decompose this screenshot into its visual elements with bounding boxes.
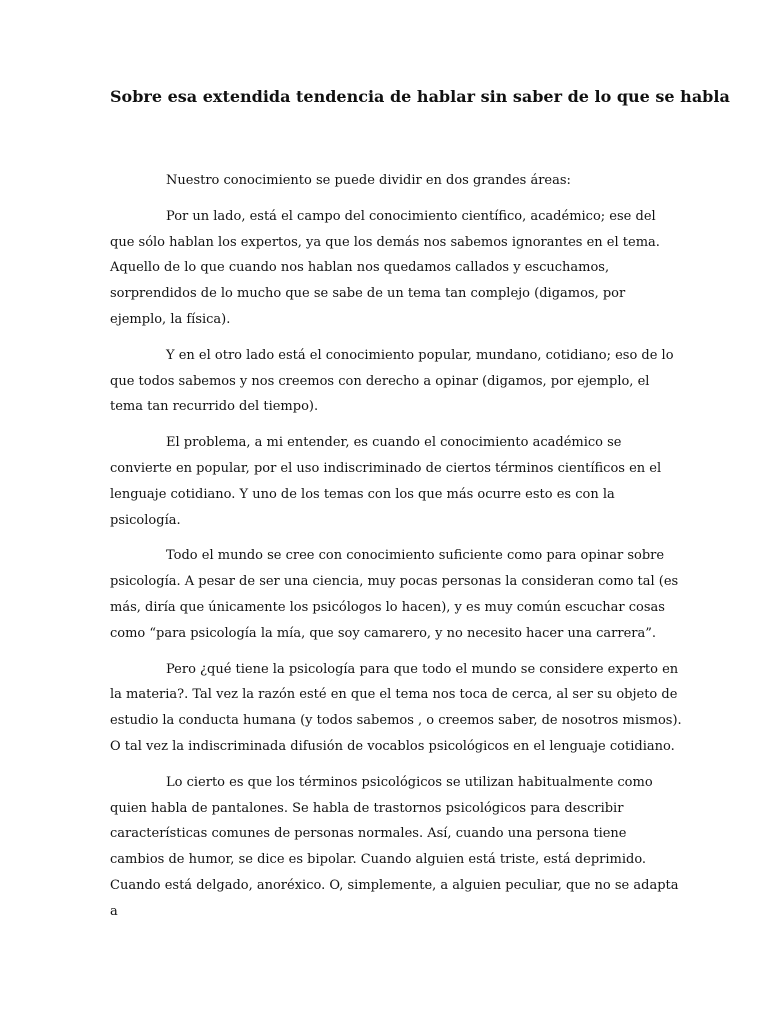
paragraph-6: Pero ¿qué tiene la psicología para que todo el mundo se considere experto en la materia?. Tal vez la razón esté en que el tema nos toca de cerca, al ser su objeto de estudio la conducta humana (y todos sabemos , o creemos saber, de nosotros mismos). O tal vez la indiscriminada difusión de vocablos psicológicos en el lenguaje cotidiano. — [110, 661, 682, 754]
paragraph-3: Y en el otro lado está el conocimiento popular, mundano, cotidiano; eso de lo que todos sabemos y nos creemos con derecho a opinar (digamos, por ejemplo, el tema tan recurrido del tiempo). — [110, 347, 674, 415]
document-body — [110, 168, 682, 935]
paragraph-4: El problema, a mi entender, es cuando el conocimiento académico se convierte en popular, por el uso indiscriminado de ciertos términos científicos en el lenguaje cotidiano. Y uno de los temas con los que más ocurre esto es con la psicología. — [110, 435, 662, 528]
paragraph-5: Todo el mundo se cree con conocimiento suficiente como para opinar sobre psicología. A pesar de ser una ciencia, muy pocas personas la consideran como tal (es más, diría que únicamente los psicólogos lo hacen), y es muy común escuchar cosas como “para psicología la mía, que soy camarero, y no necesito hacer una carrera”. — [110, 548, 679, 641]
paragraph-2: Por un lado, está el campo del conocimiento científico, académico; ese del que sólo hablan los expertos, ya que los demás nos sabemos ignorantes en el tema. Aquello de lo que cuando nos hablan nos quedamos callados y escuchamos, sorprendidos de lo mucho que se sabe de un tema tan complejo (digamos, por ejemplo, la física). — [110, 208, 660, 327]
document-title: Sobre esa extendida tendencia de hablar sin saber de lo que se habla — [110, 87, 730, 106]
paragraph-1: Nuestro conocimiento se puede dividir en dos grandes áreas: — [166, 173, 571, 188]
paragraph-7: Lo cierto es que los términos psicológicos se utilizan habitualmente como quien habla de pantalones. Se habla de trastornos psicológicos para describir características comunes de personas normales. Así, cuando una persona tiene cambios de humor, se dice es bipolar. Cuando alguien está triste, está deprimido. Cuando está delgado, anoréxico. O, simplemente, a alguien peculiar, que no se adapta a — [110, 774, 679, 919]
